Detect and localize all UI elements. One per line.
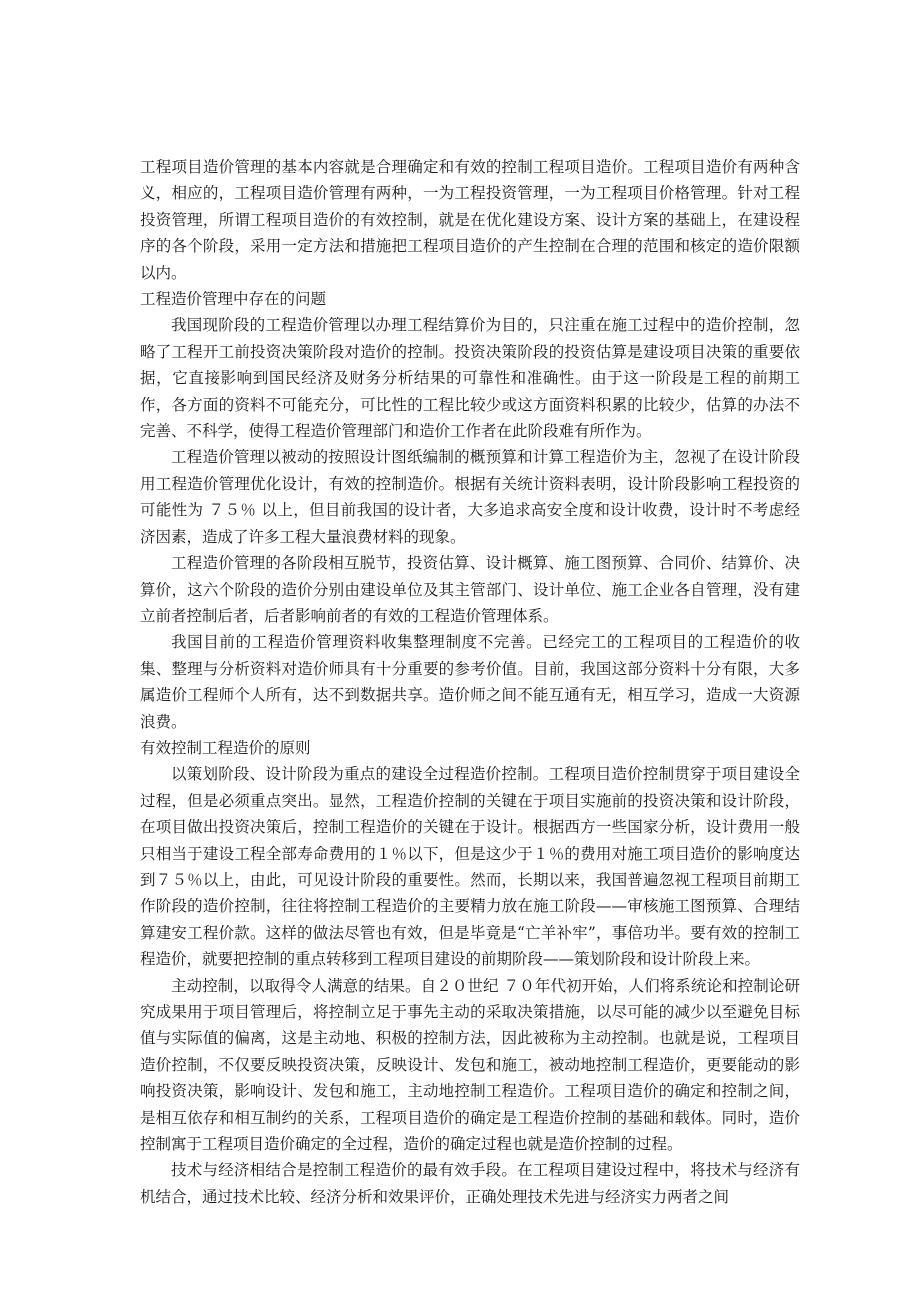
problems-paragraph-4: 我国目前的工程造价管理资料收集整理制度不完善。已经完工的工程项目的工程造价的收集、整理与分析资料对造价师具有十分重要的参考价值。目前，我国这部分资料十分有限，大多属造价工程师个人所有，达不到数据共享。造价师之间不能互通有无，相互学习，造成一大资源浪费。 <box>140 633 800 731</box>
principles-paragraph-3: 技术与经济相结合是控制工程造价的最有效手段。在工程项目建设过程中，将技术与经济有机结合，通过技术比较、经济分析和效果评价，正确处理技术先进与经济实力两者之间 <box>140 1161 800 1206</box>
document-page <box>140 154 800 1210</box>
problems-paragraph-1: 我国现阶段的工程造价管理以办理工程结算价为目的，只注重在施工过程中的造价控制，忽略了工程开工前投资决策阶段对造价的控制。投资决策阶段的投资估算是建设项目决策的重要依据，它直接影响到国民经济及财务分析结果的可靠性和准确性。由于这一阶段是工程的前期工作，各方面的资料不可能充分，可比性的工程比较少或这方面资料积累的比较少，估算的办法不完善、不科学，使得工程造价管理部门和造价工作者在此阶段难有所作为。 <box>140 316 800 441</box>
principles-paragraph-2: 主动控制，以取得令人满意的结果。自２０世纪 ７０年代初开始，人们将系统论和控制论研究成果用于项目管理后，将控制立足于事先主动的采取决策措施，以尽可能的减少以至避免目标值与实际值的偏离，这是主动地、积极的控制方法，因此被称为主动控制。也就是说，工程项目造价控制，不仅要反映投资决策，反映设计、发包和施工，被动地控制工程造价，更要能动的影响投资决策，影响设计、发包和施工，主动地控制工程造价。工程项目造价的确定和控制之间，是相互依存和相互制约的关系，工程项目造价的确定是工程造价控制的基础和载体。同时，造价控制寓于工程项目造价确定的全过程，造价的确定过程也就是造价控制的过程。 <box>140 976 800 1154</box>
section-heading-principles: 有效控制工程造价的原则 <box>140 738 311 757</box>
section-heading-problems: 工程造价管理中存在的问题 <box>140 290 327 309</box>
problems-paragraph-2: 工程造价管理以被动的按照设计图纸编制的概预算和计算工程造价为主，忽视了在设计阶段用工程造价管理优化设计，有效的控制造价。根据有关统计资料表明，设计阶段影响工程投资的可能性为 ７５％ 以上，但目前我国的设计者，大多追求高安全度和设计收费，设计时不考虑经济因素，造成了许多工程大量浪费材料的现象。 <box>140 448 800 546</box>
problems-paragraph-3: 工程造价管理的各阶段相互脱节，投资估算、设计概算、施工图预算、合同价、结算价、决算价，这六个阶段的造价分别由建设单位及其主管部门、设计单位、施工企业各自管理，没有建立前者控制后者，后者影响前者的有效的工程造价管理体系。 <box>140 554 800 625</box>
intro-paragraph: 工程项目造价管理的基本内容就是合理确定和有效的控制工程项目造价。工程项目造价有两种含义，相应的，工程项目造价管理有两种，一为工程投资管理，一为工程项目价格管理。针对工程投资管理，所谓工程项目造价的有效控制，就是在优化建设方案、设计方案的基础上，在建设程序的各个阶段，采用一定方法和措施把工程项目造价的产生控制在合理的范围和核定的造价限额以内。 <box>140 158 800 282</box>
principles-paragraph-1: 以策划阶段、设计阶段为重点的建设全过程造价控制。工程项目造价控制贯穿于项目建设全过程，但是必须重点突出。显然，工程造价控制的关键在于项目实施前的投资决策和设计阶段，在项目做出投资决策后，控制工程造价的关键在于设计。根据西方一些国家分析，设计费用一般只相当于建设工程全部寿命费用的１％以下，但是这少于１％的费用对施工项目造价的影响度达到７５％以上，由此，可见设计阶段的重要性。然而，长期以来，我国普遍忽视工程项目前期工作阶段的造价控制，往往将控制工程造价的主要精力放在施工阶段——审核施工图预算、合理结算建安工程价款。这样的做法尽管也有效，但是毕竟是“亡羊补牢”，事倍功半。要有效的控制工程造价，就要把控制的重点转移到工程项目建设的前期阶段——策划阶段和设计阶段上来。 <box>140 765 800 969</box>
